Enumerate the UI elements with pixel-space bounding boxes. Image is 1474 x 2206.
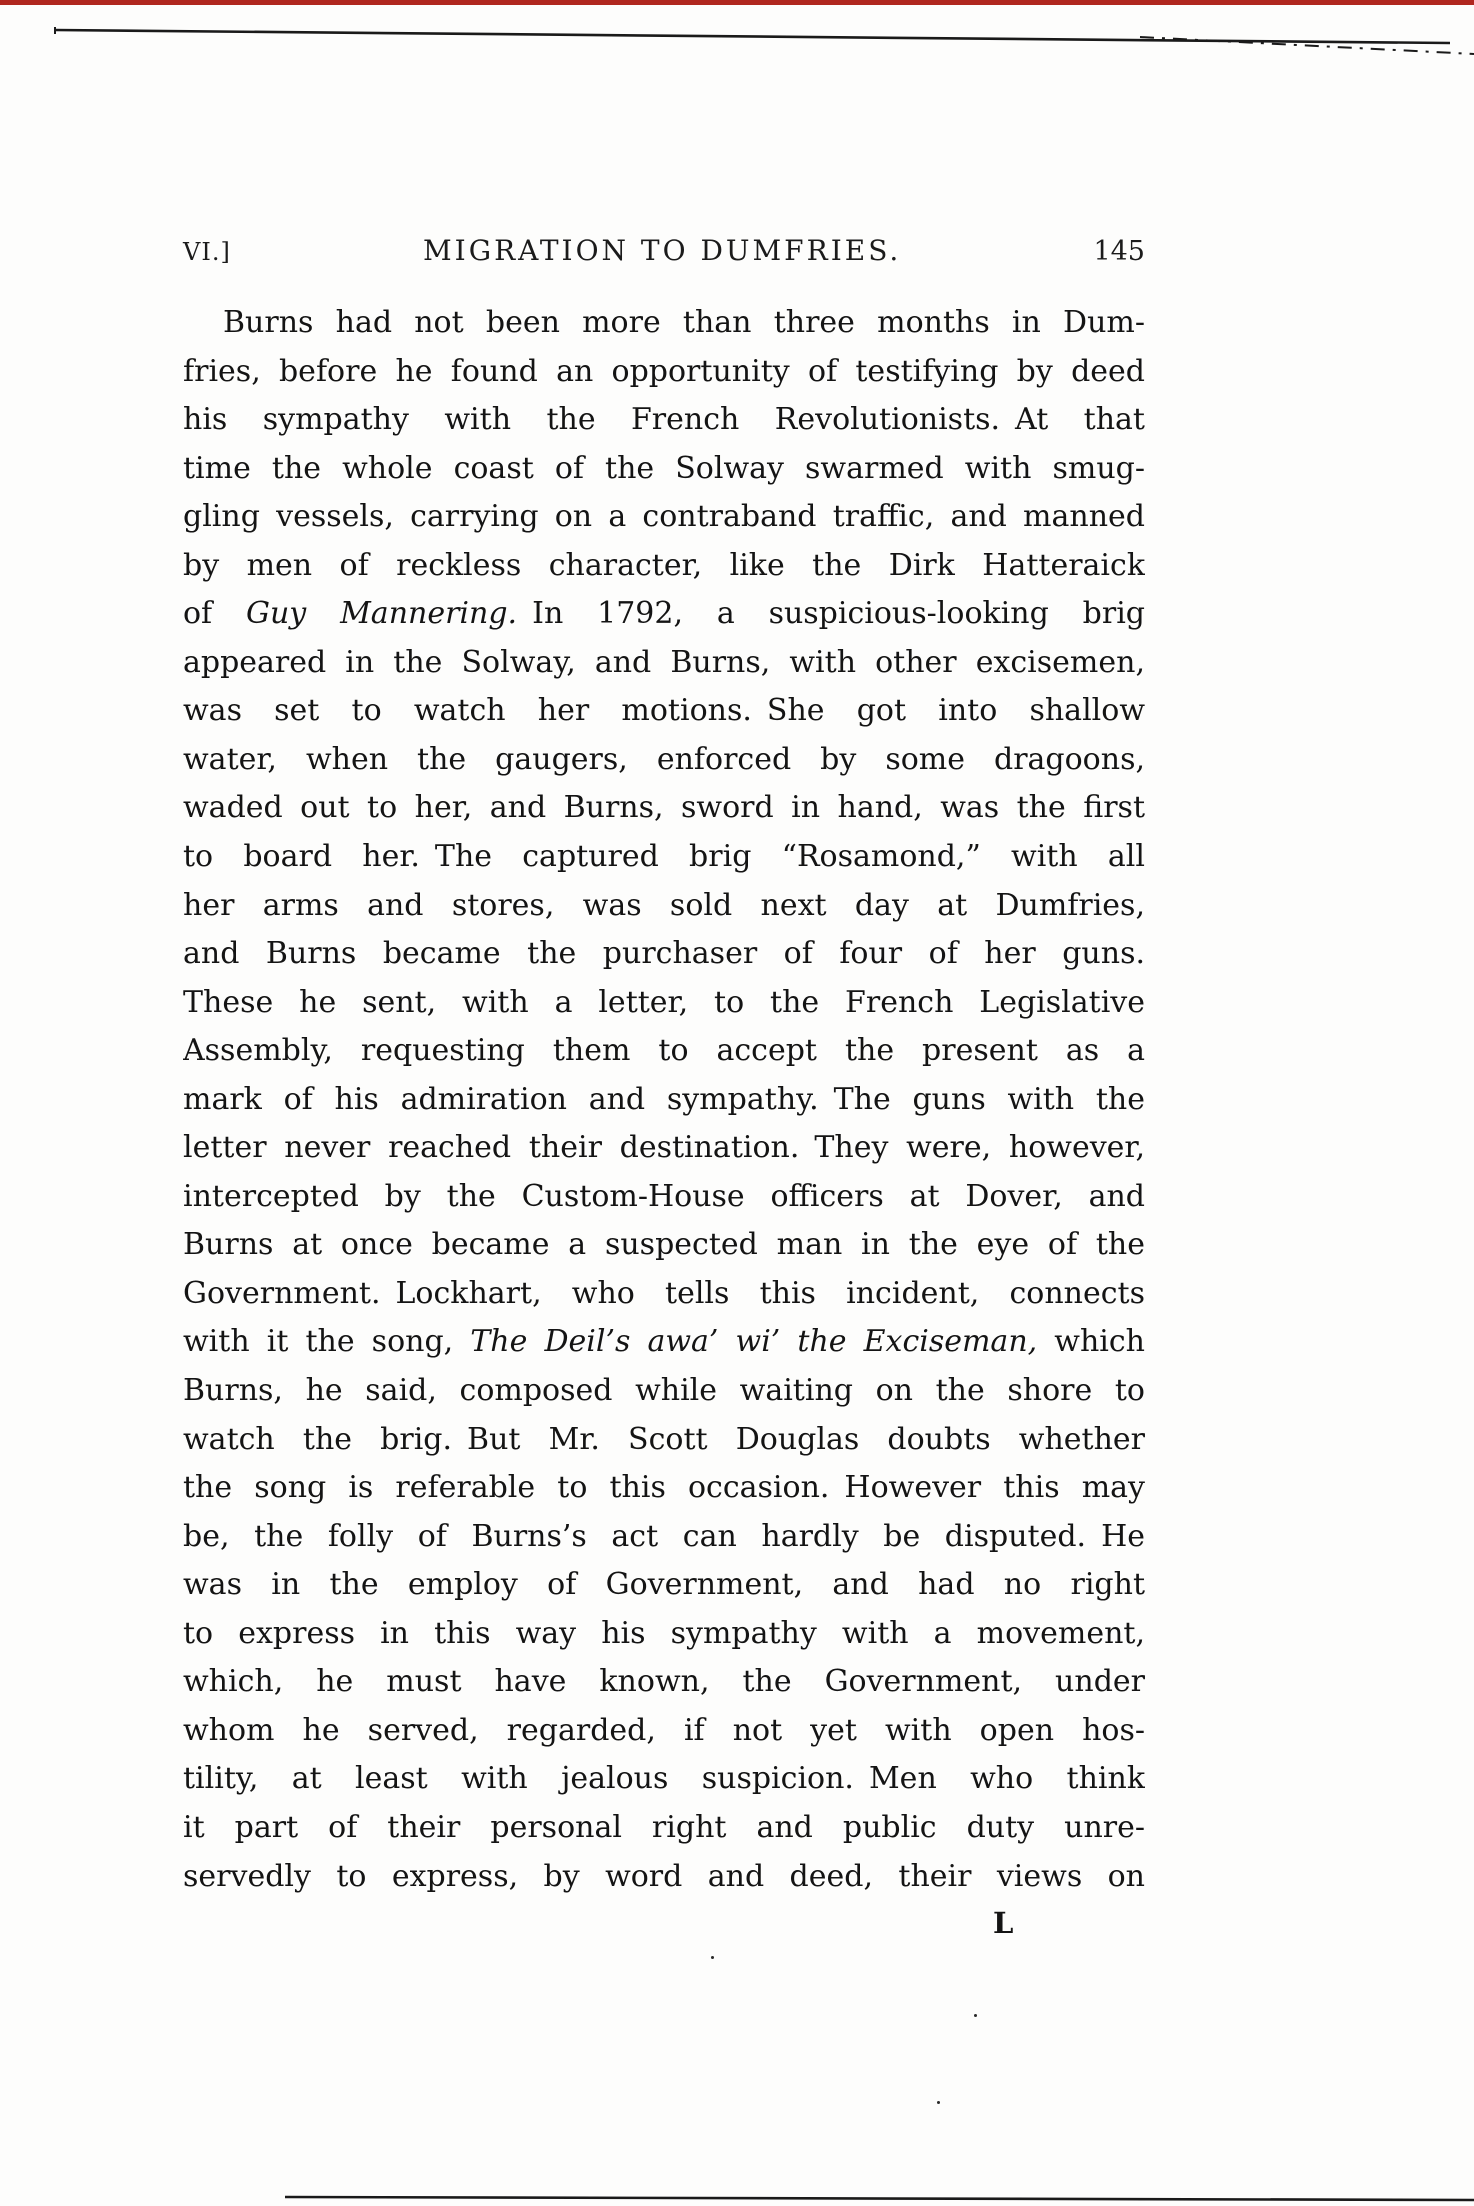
text-line: appeared in the Solway, and Burns, with other excisemen, (183, 644, 1145, 680)
text-line: to express in this way his sympathy with a movement, (183, 1615, 1145, 1651)
text-line: fries, before he found an opportunity of testifying by deed (183, 353, 1145, 389)
text-line: of Guy Mannering. In 1792, a suspicious-looking brig (183, 596, 1145, 632)
text-line: Burns at once became a suspected man in the eye of the (183, 1227, 1145, 1263)
text-line: the song is referable to this occasion. However this may (183, 1470, 1145, 1506)
text-line: was in the employ of Government, and had no right (183, 1567, 1145, 1603)
text-line: gling vessels, carrying on a contraband traffic, and manned (183, 499, 1145, 535)
scan-speck (974, 2014, 977, 2017)
text-line: time the whole coast of the Solway swarmed with smug- (183, 450, 1145, 486)
text-line: servedly to express, by word and deed, their views on (183, 1858, 1145, 1894)
text-line: and Burns became the purchaser of four of her guns. (183, 936, 1145, 972)
body-text (183, 299, 1145, 1901)
scan-artifact-top-line (55, 30, 1450, 43)
text-line: Burns had not been more than three months in Dum- (223, 305, 1145, 340)
text-line: his sympathy with the French Revolutionists. At that (183, 402, 1145, 438)
text-line: by men of reckless character, like the Dirk Hatteraick (183, 547, 1145, 583)
scan-artifact-bottom-line (285, 2197, 1474, 2200)
text-line: whom he served, regarded, if not yet with open hos- (183, 1712, 1145, 1748)
text-line: which, he must have known, the Government, under (183, 1664, 1145, 1700)
text-line: was set to watch her motions. She got into shallow (183, 693, 1145, 729)
signature-mark: L (993, 1906, 1014, 1940)
scan-artifact-top-dashed-line (1140, 37, 1474, 54)
text-line: it part of their personal right and public duty unre- (183, 1809, 1145, 1845)
text-line: intercepted by the Custom-House officers at Dover, and (183, 1178, 1145, 1214)
text-line: watch the brig. But Mr. Scott Douglas doubts whether (183, 1421, 1145, 1457)
scan-speck (711, 1956, 714, 1959)
scan-artifact-red-edge (0, 0, 1474, 5)
text-line: mark of his admiration and sympathy. The guns with the (183, 1081, 1145, 1117)
text-line: These he sent, with a letter, to the French Legislative (183, 984, 1145, 1020)
text-line: Assembly, requesting them to accept the present as a (183, 1033, 1145, 1069)
text-line: to board her. The captured brig “Rosamond,” with all (183, 839, 1145, 875)
text-line: tility, at least with jealous suspicion. Men who think (183, 1761, 1145, 1797)
text-line: water, when the gaugers, enforced by some dragoons, (183, 741, 1145, 777)
page-header (183, 234, 1145, 267)
text-line: Government. Lockhart, who tells this incident, connects (183, 1275, 1145, 1311)
chapter-marker: VI.] (183, 238, 231, 266)
scan-speck (937, 2101, 940, 2104)
page-number: 145 (1093, 236, 1145, 267)
text-line: her arms and stores, was sold next day at Dumfries, (183, 887, 1145, 923)
text-line: Burns, he said, composed while waiting on the shore to (183, 1373, 1145, 1409)
running-title: MIGRATION TO DUMFRIES. (422, 234, 902, 267)
text-line: waded out to her, and Burns, sword in hand, was the first (183, 790, 1145, 826)
text-line: with it the song, The Deil’s awa’ wi’ the Exciseman, which (183, 1324, 1145, 1360)
text-line: be, the folly of Burns’s act can hardly be disputed. He (183, 1518, 1145, 1554)
text-line: letter never reached their destination. They were, however, (183, 1130, 1145, 1166)
